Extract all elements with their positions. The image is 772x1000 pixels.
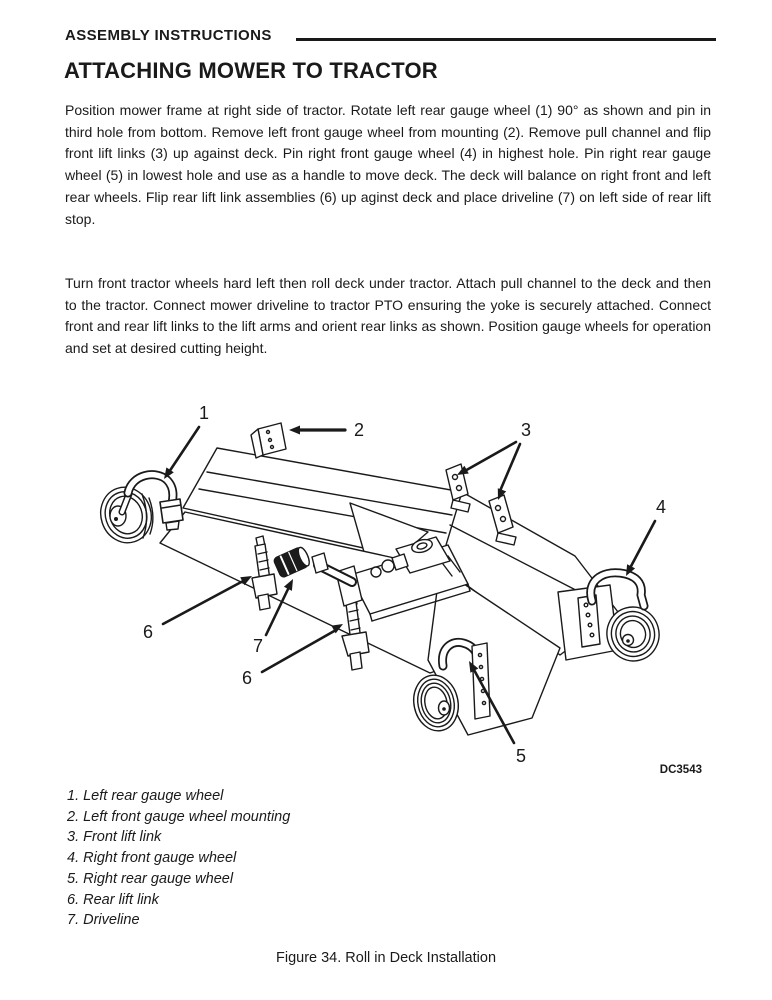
- arrow-1: [164, 427, 199, 479]
- instructions-paragraph-2: Turn front tractor wheels hard left then roll deck under tractor. Attach pull channel to the deck and then to the tractor. Connect mower driveline to tractor PTO ensuring the yoke is securely attached. Connect front and rear lift links to the lift arms and orient rear links as shown. Position gauge wheels for operation and set at desired cutting height.: [65, 275, 711, 357]
- legend-item-6: 6. Rear lift link: [67, 891, 159, 908]
- header-rule: [296, 38, 716, 41]
- figure-diagram: [0, 388, 772, 788]
- legend-item-3: 3. Front lift link: [67, 829, 162, 846]
- arrow-4: [626, 521, 655, 576]
- callout-label-2: 2: [353, 420, 365, 440]
- section-header: ASSEMBLY INSTRUCTIONS: [65, 27, 272, 44]
- arrow-3a: [457, 442, 516, 475]
- arrow-2: [289, 426, 345, 435]
- figure-caption: Figure 34. Roll in Deck Installation: [275, 950, 497, 966]
- page-title: ATTACHING MOWER TO TRACTOR: [64, 58, 438, 83]
- arrow-6a: [163, 576, 252, 624]
- legend-item-4: 4. Right front gauge wheel: [67, 850, 237, 867]
- legend-item-7: 7. Driveline: [67, 912, 140, 929]
- instructions-paragraph-1: Position mower frame at right side of tractor. Rotate left rear gauge wheel (1) 90° as shown and pin in third hole from bottom. Remove left front gauge wheel from mounting (2). Remove pull channel and flip front lift links (3) up against deck. Pin right front gauge wheel (4) in highest hole. Pin right rear gauge wheel (5) in lowest hole and use as a handle to move deck. The deck will balance on right front and left rear wheels. Flip rear lift link assemblies (6) up aginst deck and place driveline (7) on left side of rear lift stop.: [65, 102, 711, 227]
- callout-label-4: 4: [655, 497, 667, 517]
- callout-label-6a: 6: [142, 622, 154, 642]
- figure-code: DC3543: [659, 764, 702, 776]
- figure-legend: [67, 786, 290, 931]
- arrow-3b: [498, 444, 520, 500]
- gauge-wheel-mounting: [251, 423, 286, 458]
- legend-item-5: 5. Right rear gauge wheel: [67, 870, 234, 887]
- callout-label-5: 5: [515, 746, 527, 766]
- legend-item-1: 1. Left rear gauge wheel: [67, 788, 224, 804]
- arrow-6b: [262, 624, 343, 672]
- legend-item-2: 2. Left front gauge wheel mounting: [67, 808, 291, 825]
- callout-label-6b: 6: [241, 668, 253, 688]
- callout-label-7: 7: [252, 636, 264, 656]
- callout-label-3: 3: [520, 420, 532, 440]
- callout-label-1: 1: [198, 403, 210, 423]
